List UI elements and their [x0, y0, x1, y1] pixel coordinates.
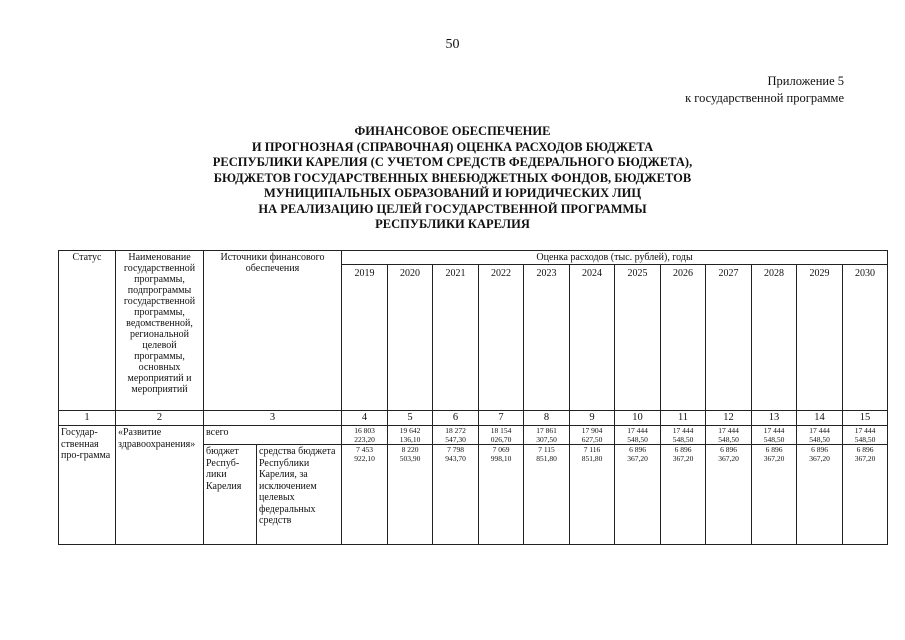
value-part-thousands: 18 154: [490, 426, 512, 435]
total-value-cell: [843, 426, 888, 445]
year-header: 2029: [797, 265, 843, 411]
value-part-thousands: 17 444: [854, 426, 876, 435]
value-part-remainder: 548,50: [809, 435, 830, 444]
value-part-thousands: 6 896: [811, 445, 828, 454]
total-value-cell: [752, 426, 797, 445]
value-part-remainder: 503,90: [399, 454, 421, 463]
budget-value-cell: [706, 445, 752, 545]
title-line: БЮДЖЕТОВ ГОСУДАРСТВЕННЫХ ВНЕБЮДЖЕТНЫХ ФОНДОВ, БЮДЖЕТОВ: [213, 170, 692, 185]
title-line: РЕСПУБЛИКИ КАРЕЛИЯ (С УЧЕТОМ СРЕДСТВ ФЕДЕРАЛЬНОГО БЮДЖЕТА),: [212, 155, 693, 169]
total-value-cell: [433, 426, 479, 445]
title-line: ФИНАНСОВОЕ ОБЕСПЕЧЕНИЕ: [354, 124, 551, 138]
row-budget-label: бюджет Респуб-лики Карелия: [204, 445, 257, 545]
column-number: 3: [204, 411, 342, 426]
value-part-thousands: 17 444: [809, 426, 830, 435]
value-part-thousands: 7 798: [447, 445, 464, 454]
value-part-thousands: 6 896: [765, 445, 783, 454]
finance-table: [58, 250, 888, 545]
column-number: 5: [388, 411, 433, 426]
value-part-remainder: 367,20: [854, 454, 876, 463]
year-header: 2027: [706, 265, 752, 411]
value-part-thousands: 6 896: [856, 445, 874, 454]
column-number: 6: [433, 411, 479, 426]
value-part-remainder: 367,20: [763, 454, 785, 463]
budget-value-cell: [570, 445, 615, 545]
value-part-thousands: 16 803: [354, 426, 375, 435]
title-line: НА РЕАЛИЗАЦИЮ ЦЕЛЕЙ ГОСУДАРСТВЕННОЙ ПРОГРАММЫ: [258, 201, 647, 216]
value-part-remainder: 367,20: [672, 454, 694, 463]
total-value-cell: [661, 426, 706, 445]
header-name: Наименование государственной программы, подпрограммы государственной программы, ведомственной, региональной целевой программы, основных мероприятий и мероприятий: [116, 251, 204, 411]
total-value-cell: [479, 426, 524, 445]
budget-value-cell: [342, 445, 388, 545]
budget-value-cell: [388, 445, 433, 545]
column-number: 4: [342, 411, 388, 426]
value-part-remainder: 548,50: [672, 435, 694, 444]
header-source: Источники финансового обеспечения: [204, 251, 342, 411]
column-number: 15: [843, 411, 888, 426]
budget-value-cell: [615, 445, 661, 545]
value-part-remainder: 548,50: [854, 435, 876, 444]
column-number: 9: [570, 411, 615, 426]
total-value-cell: [342, 426, 388, 445]
value-part-remainder: 627,50: [581, 435, 603, 444]
value-part-thousands: 6 896: [629, 445, 646, 454]
total-value-cell: [570, 426, 615, 445]
value-part-thousands: 7 116: [583, 445, 601, 454]
value-part-remainder: 136,10: [399, 435, 421, 444]
document-title: [0, 124, 905, 233]
title-line: И ПРОГНОЗНАЯ (СПРАВОЧНАЯ) ОЦЕНКА РАСХОДОВ БЮДЖЕТА: [251, 139, 654, 154]
appendix-line-2: к государственной программе: [685, 91, 844, 105]
value-part-remainder: 548,50: [763, 435, 785, 444]
budget-value-cell: [524, 445, 570, 545]
value-part-remainder: 851,80: [581, 454, 603, 463]
column-number: 1: [59, 411, 116, 426]
total-value-cell: [388, 426, 433, 445]
value-part-remainder: 547,30: [445, 435, 466, 444]
year-header: 2026: [661, 265, 706, 411]
value-part-thousands: 17 861: [536, 426, 557, 435]
value-part-thousands: 17 444: [763, 426, 785, 435]
budget-value-cell: [843, 445, 888, 545]
value-part-thousands: 18 272: [445, 426, 466, 435]
year-header: 2030: [843, 265, 888, 411]
value-part-remainder: 943,70: [445, 454, 466, 463]
row-status: Государ-ственная про-грамма: [59, 426, 116, 545]
header-estimate: Оценка расходов (тыс. рублей), годы: [342, 251, 888, 265]
value-part-remainder: 223,20: [354, 435, 375, 444]
title-line: РЕСПУБЛИКИ КАРЕЛИЯ: [375, 217, 530, 231]
value-part-thousands: 8 220: [401, 445, 419, 454]
budget-value-cell: [797, 445, 843, 545]
total-value-cell: [524, 426, 570, 445]
header-status: Статус: [59, 251, 116, 411]
budget-value-cell: [752, 445, 797, 545]
title-line: МУНИЦИПАЛЬНЫХ ОБРАЗОВАНИЙ И ЮРИДИЧЕСКИХ ЛИЦ: [263, 186, 642, 200]
year-header: 2021: [433, 265, 479, 411]
value-part-thousands: 17 444: [718, 426, 739, 435]
year-header: 2028: [752, 265, 797, 411]
total-value-cell: [706, 426, 752, 445]
row-program-name: «Развитие здравоохранения»: [116, 426, 204, 545]
value-part-remainder: 548,50: [718, 435, 739, 444]
column-number: 12: [706, 411, 752, 426]
value-part-thousands: 6 896: [674, 445, 692, 454]
value-part-thousands: 17 444: [672, 426, 694, 435]
value-part-remainder: 851,80: [536, 454, 557, 463]
budget-value-cell: [479, 445, 524, 545]
value-part-remainder: 367,20: [627, 454, 648, 463]
column-number: 7: [479, 411, 524, 426]
budget-value-cell: [661, 445, 706, 545]
column-number: 10: [615, 411, 661, 426]
value-part-remainder: 307,50: [536, 435, 557, 444]
column-number: 8: [524, 411, 570, 426]
value-part-remainder: 998,10: [490, 454, 512, 463]
value-part-thousands: 7 453: [356, 445, 373, 454]
value-part-remainder: 548,50: [627, 435, 648, 444]
year-header: 2020: [388, 265, 433, 411]
total-value-cell: [797, 426, 843, 445]
year-header: 2019: [342, 265, 388, 411]
value-part-remainder: 367,20: [718, 454, 739, 463]
row-total-label: всего: [204, 426, 342, 445]
column-number: 11: [661, 411, 706, 426]
year-header: 2022: [479, 265, 524, 411]
column-number: 13: [752, 411, 797, 426]
value-part-remainder: 367,20: [809, 454, 830, 463]
value-part-thousands: 19 642: [399, 426, 421, 435]
year-header: 2024: [570, 265, 615, 411]
value-part-remainder: 922,10: [354, 454, 375, 463]
year-header: 2025: [615, 265, 661, 411]
value-part-thousands: 17 904: [581, 426, 603, 435]
column-number: 2: [116, 411, 204, 426]
value-part-thousands: 7 115: [538, 445, 555, 454]
year-header: 2023: [524, 265, 570, 411]
value-part-thousands: 17 444: [627, 426, 648, 435]
value-part-thousands: 7 069: [492, 445, 510, 454]
total-value-cell: [615, 426, 661, 445]
value-part-thousands: 6 896: [720, 445, 737, 454]
appendix-note: [685, 73, 844, 107]
page-number: 50: [445, 37, 460, 52]
column-number: 14: [797, 411, 843, 426]
budget-value-cell: [433, 445, 479, 545]
appendix-line-1: Приложение 5: [767, 74, 844, 88]
row-budget-sub-label: средства бюджета Республики Карелия, за исключением целевых федеральных средств: [257, 445, 342, 545]
value-part-remainder: 026,70: [490, 435, 512, 444]
